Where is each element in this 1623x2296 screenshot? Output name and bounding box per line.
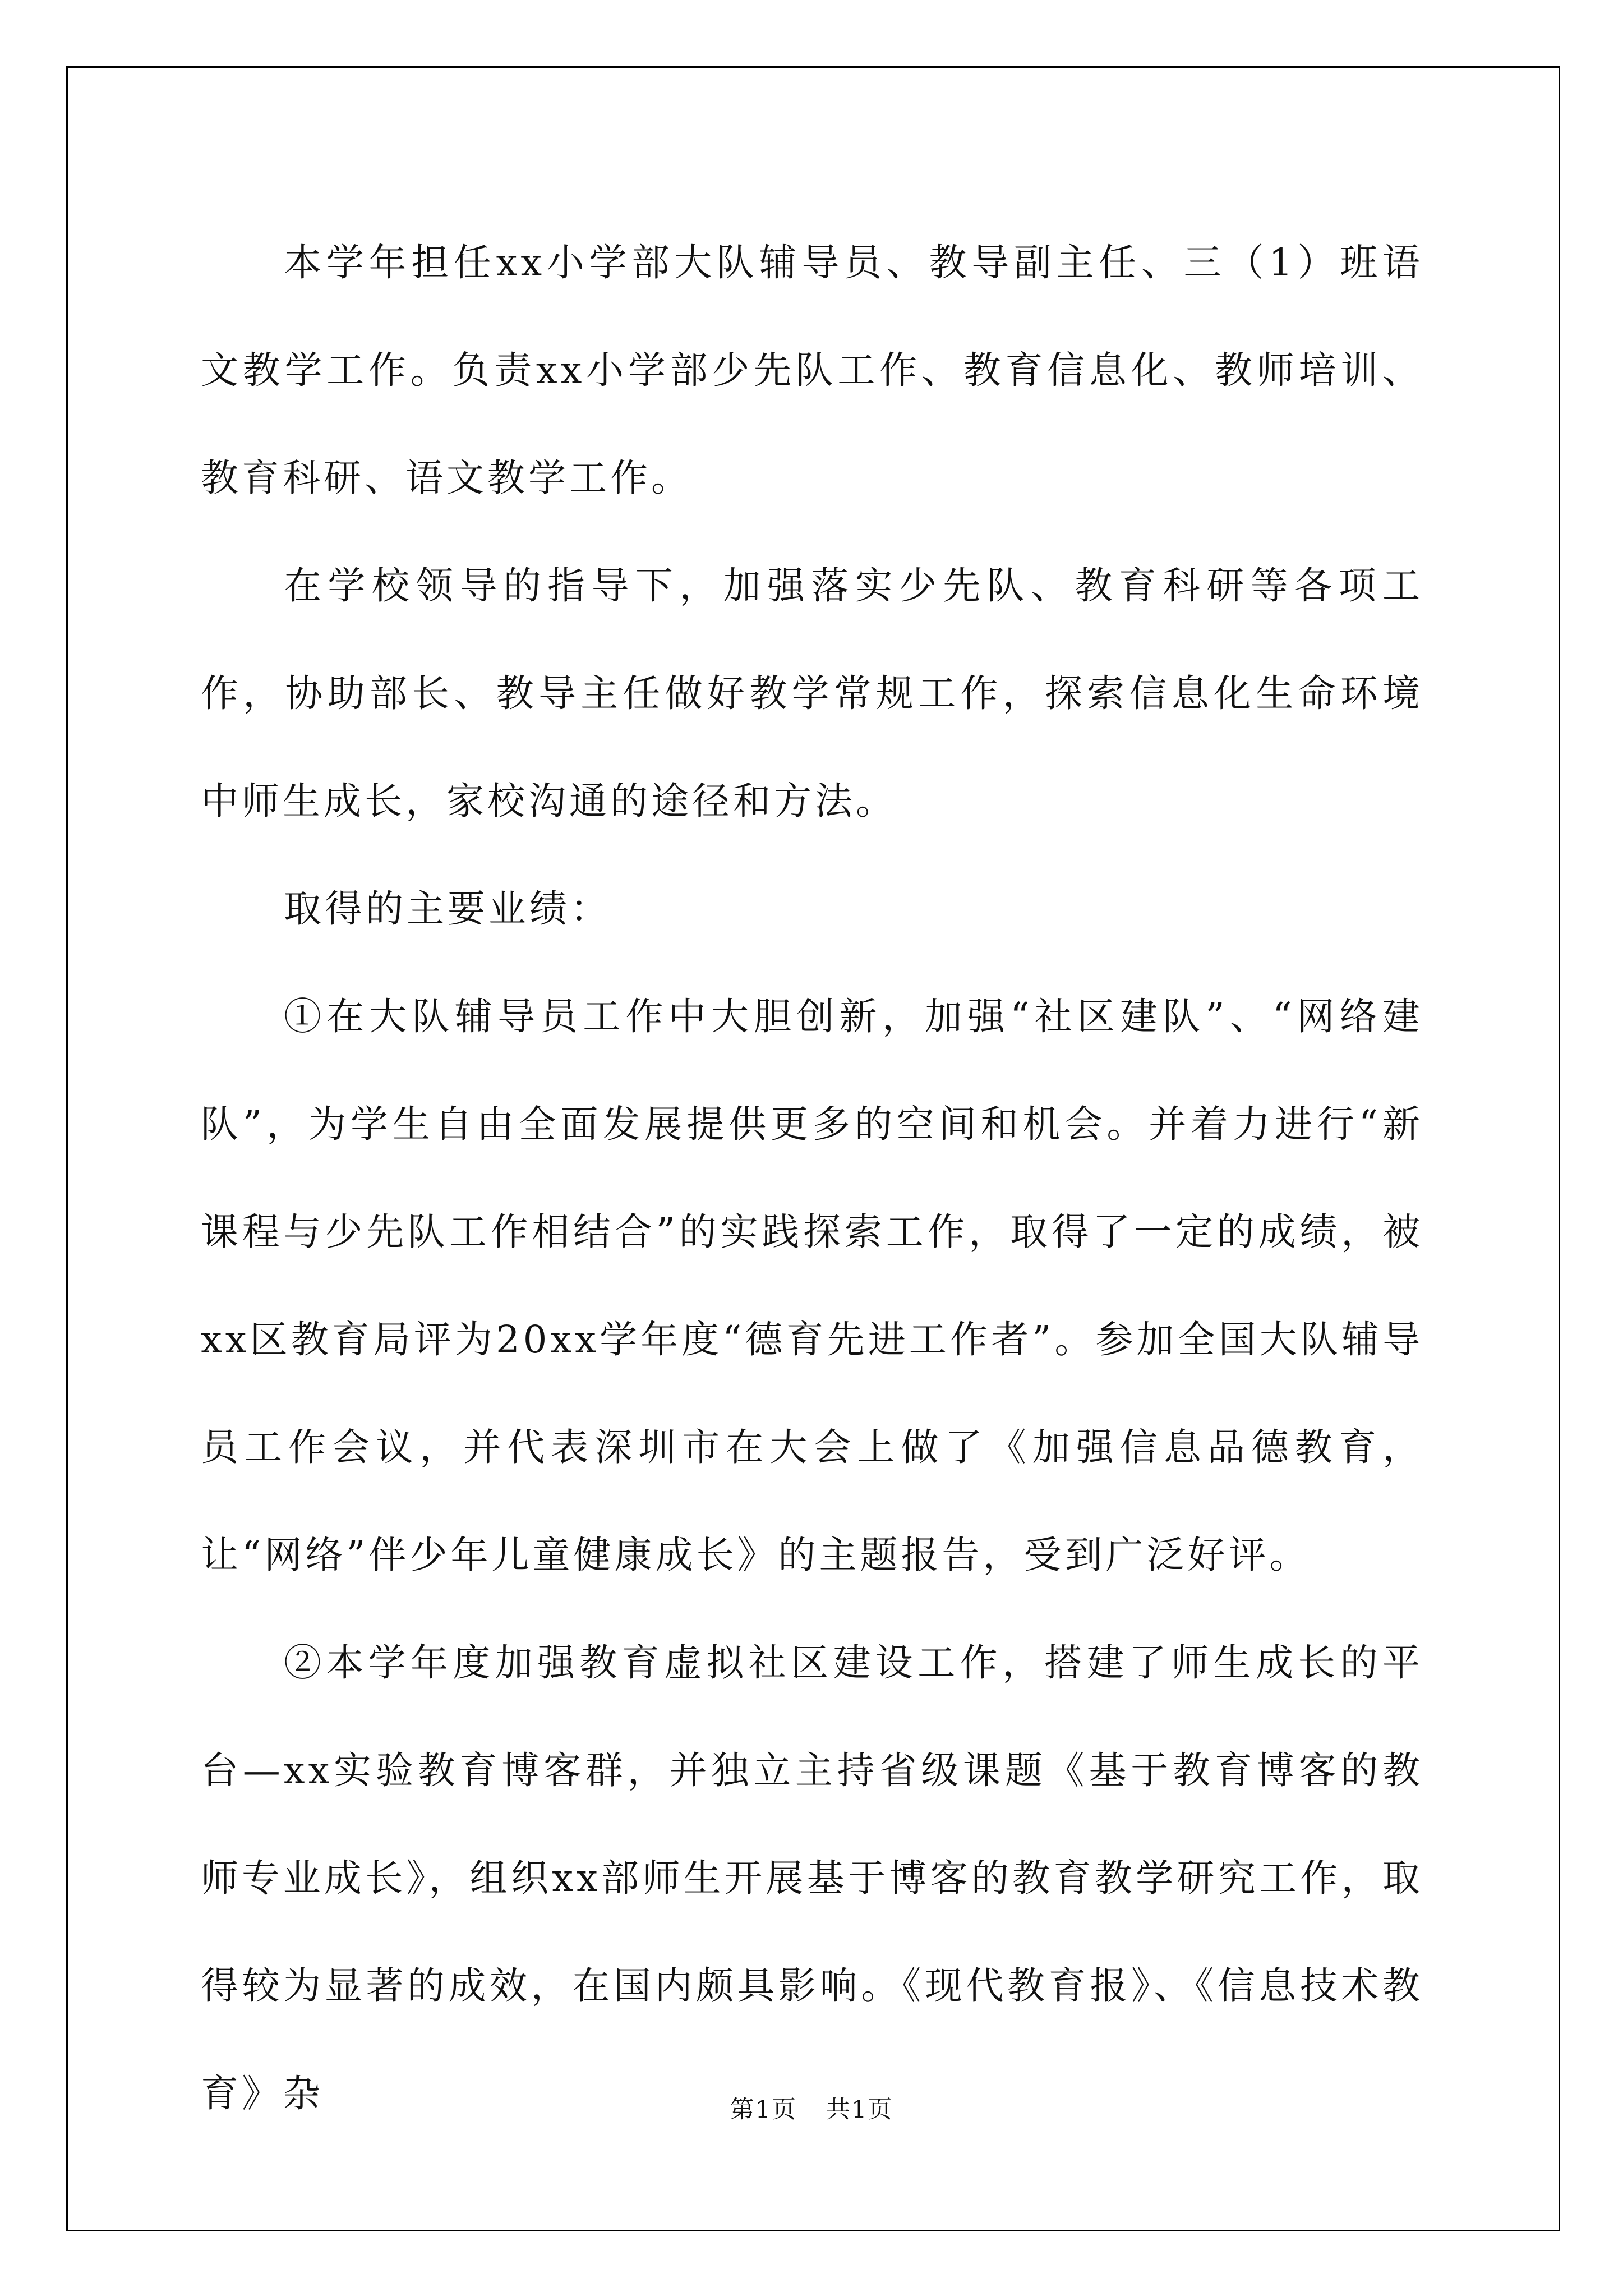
document-body bbox=[201, 209, 1423, 2147]
page-footer bbox=[0, 2091, 1623, 2125]
page-total: 共1页 bbox=[826, 2096, 893, 2124]
paragraph-duties: 在学校领导的指导下，加强落实少先队、教育科研等各项工作，协助部长、教导主任做好教学常规工作，探索信息化生命环境中师生成长，家校沟通的途径和方法。 bbox=[201, 564, 1423, 823]
page-number: 第1页 bbox=[730, 2096, 797, 2124]
paragraph-achievement-2: ②本学年度加强教育虚拟社区建设工作，搭建了师生成长的平台—xx实验教育博客群，并独立主持省级课题《基于教育博客的教师专业成长》，组织xx部师生开展基于博客的教育教学研究工作，取得较为显著的成效，在国内颇具影响。《现代教育报》、《信息技术教育》杂 bbox=[201, 1641, 1423, 2115]
paragraph-role: 本学年担任xx小学部大队辅导员、教导副主任、三（1）班语文教学工作。负责xx小学部少先队工作、教育信息化、教师培训、教育科研、语文教学工作。 bbox=[201, 241, 1423, 500]
paragraph-achievements-heading: 取得的主要业绩： bbox=[284, 887, 611, 931]
paragraph-achievement-1: ①在大队辅导员工作中大胆创新，加强“社区建队”、“网络建队”，为学生自由全面发展提供更多的空间和机会。并着力进行“新课程与少先队工作相结合”的实践探索工作，取得了一定的成绩，被xx区教育局评为20xx学年度“德育先进工作者”。参加全国大队辅导员工作会议，并代表深圳市在大会上做了《加强信息品德教育，让“网络”伴少年儿童健康成长》的主题报告，受到广泛好评。 bbox=[201, 995, 1423, 1577]
